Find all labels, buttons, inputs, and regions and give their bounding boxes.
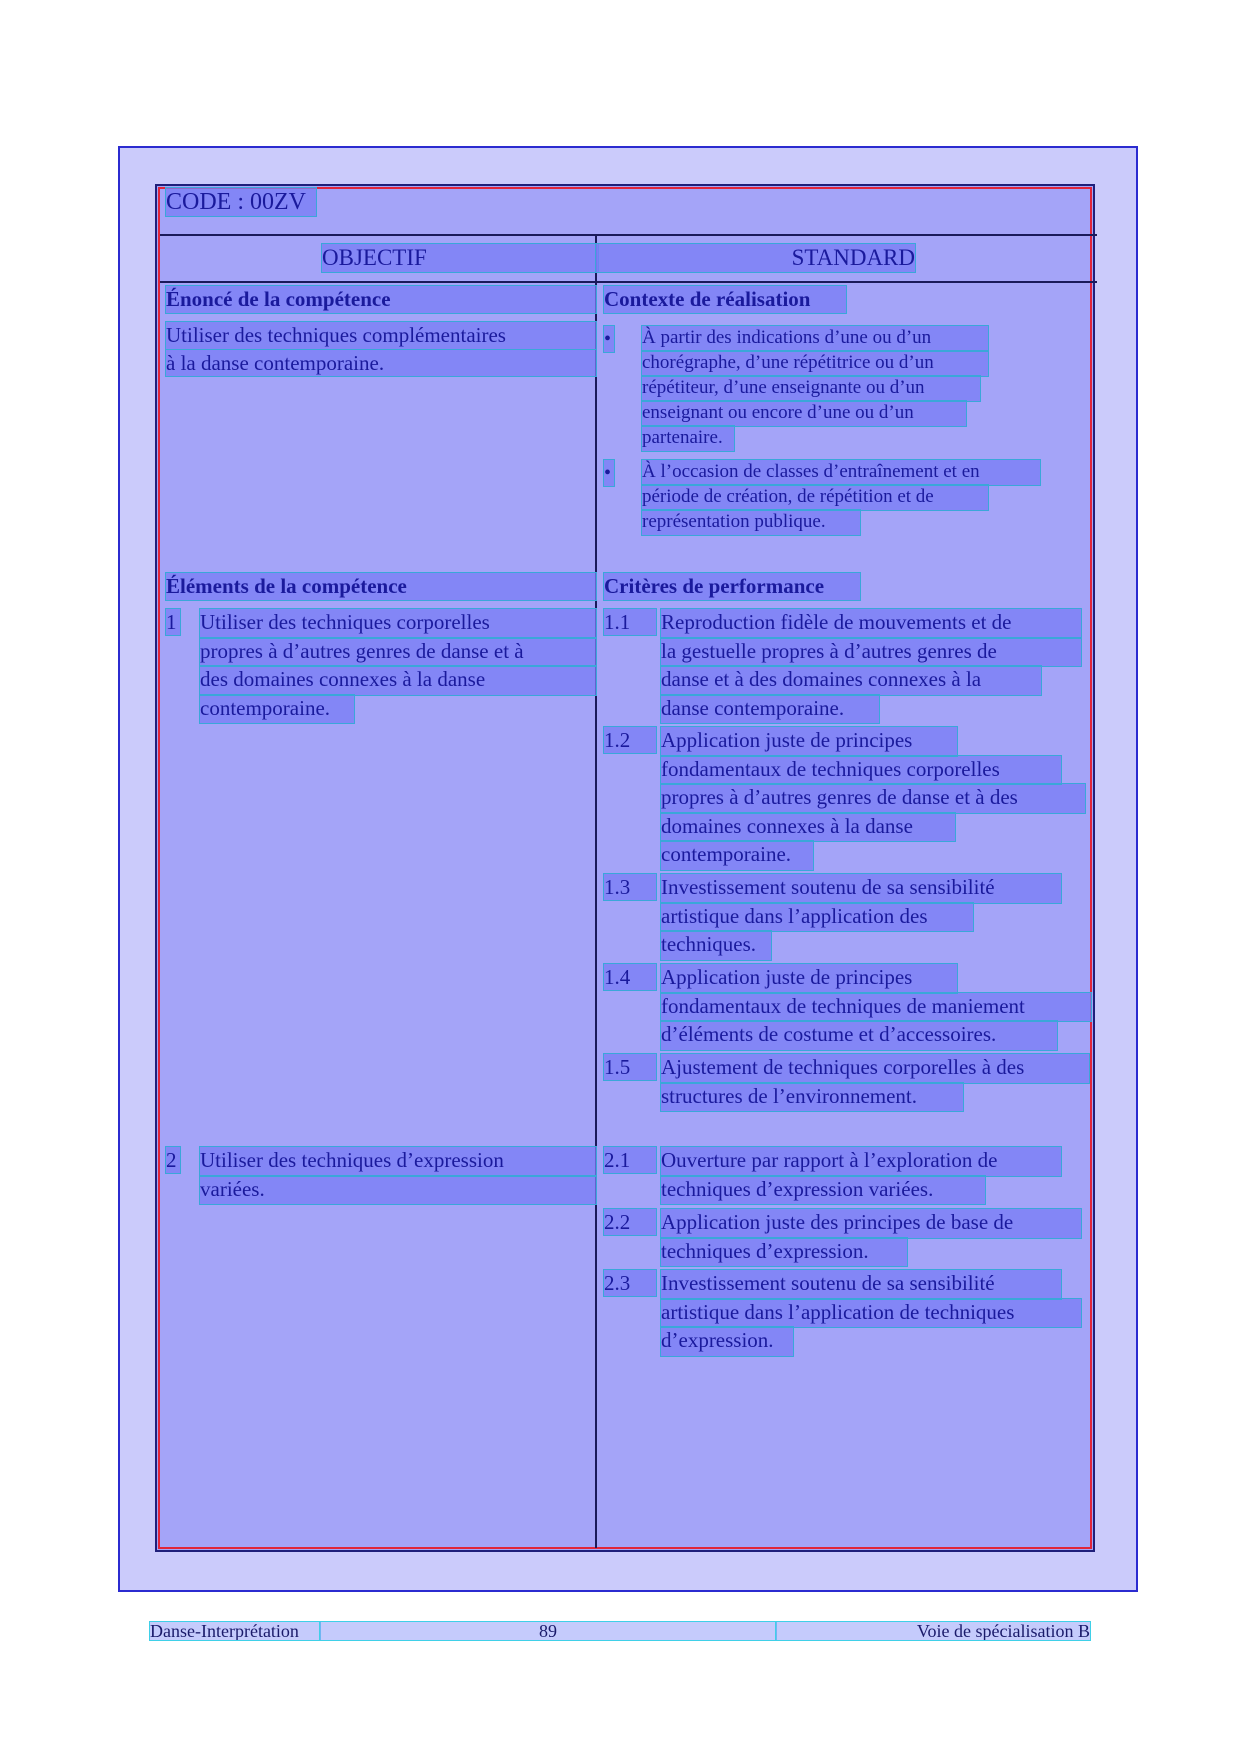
enonce-title: Énoncé de la compétence xyxy=(166,286,596,313)
header-standard: STANDARD xyxy=(596,244,915,272)
critere-line: Application juste des principes de base de xyxy=(661,1209,1081,1238)
contexte-line: chorégraphe, d’une répétitrice ou d’un xyxy=(642,351,988,376)
element-number: 1 xyxy=(166,609,180,635)
critere-number: 1.5 xyxy=(604,1054,656,1080)
critere-number: 1.1 xyxy=(604,609,656,635)
critere-line: fondamentaux de techniques de maniement xyxy=(661,993,1091,1022)
element-line: Utiliser des techniques corporelles xyxy=(200,609,596,638)
critere-line: d’éléments de costume et d’accessoires. xyxy=(661,1021,1057,1050)
critere-line: techniques d’expression variées. xyxy=(661,1176,985,1205)
critere-line: contemporaine. xyxy=(661,841,813,870)
bullet-icon: • xyxy=(604,326,614,352)
critere-item xyxy=(661,1270,1081,1356)
contexte-title: Contexte de réalisation xyxy=(604,286,846,313)
footer-page-number: 89 xyxy=(320,1622,776,1640)
enonce-text xyxy=(166,322,596,376)
code-label: CODE : 00ZV xyxy=(166,188,316,216)
critere-line: danse et à des domaines connexes à la xyxy=(661,666,1041,695)
contexte-line: représentation publique. xyxy=(642,510,860,535)
critere-line: Ouverture par rapport à l’exploration de xyxy=(661,1147,1061,1176)
contexte-line: À l’occasion de classes d’entraînement et en xyxy=(642,460,1040,485)
element-item xyxy=(200,1147,596,1204)
header-objectif: OBJECTIF xyxy=(322,244,598,272)
critere-line: fondamentaux de techniques corporelles xyxy=(661,756,1061,785)
contexte-bullet xyxy=(642,326,988,451)
critere-number: 1.3 xyxy=(604,874,656,900)
critere-line: techniques. xyxy=(661,931,771,960)
critere-line: la gestuelle propres à d’autres genres de xyxy=(661,638,1081,667)
critere-number: 2.2 xyxy=(604,1209,656,1235)
contexte-bullet xyxy=(642,460,1040,535)
element-line: variées. xyxy=(200,1176,596,1205)
footer-right: Voie de spécialisation B xyxy=(776,1622,1090,1640)
critere-number: 1.4 xyxy=(604,964,656,990)
critere-line: propres à d’autres genres de danse et à des xyxy=(661,784,1085,813)
table-column-divider xyxy=(595,236,597,1548)
contexte-line: À partir des indications d’une ou d’un xyxy=(642,326,988,351)
element-item xyxy=(200,609,596,723)
critere-item xyxy=(661,964,1091,1050)
critere-line: techniques d’expression. xyxy=(661,1238,907,1267)
critere-line: Reproduction fidèle de mouvements et de xyxy=(661,609,1081,638)
critere-line: Investissement soutenu de sa sensibilité xyxy=(661,1270,1061,1299)
element-number: 2 xyxy=(166,1147,180,1173)
critere-item xyxy=(661,874,1061,960)
critere-line: domaines connexes à la danse xyxy=(661,813,955,842)
critere-number: 2.1 xyxy=(604,1147,656,1173)
element-line: contemporaine. xyxy=(200,695,354,724)
critere-item xyxy=(661,1054,1089,1111)
criteres-title: Critères de performance xyxy=(604,573,860,600)
critere-item xyxy=(661,609,1081,723)
footer-left: Danse-Interprétation xyxy=(150,1622,320,1640)
table-divider-code xyxy=(160,234,1097,236)
contexte-line: période de création, de répétition et de xyxy=(642,485,988,510)
table-divider-header xyxy=(160,281,1097,283)
element-line: propres à d’autres genres de danse et à xyxy=(200,638,596,667)
critere-line: artistique dans l’application des xyxy=(661,903,973,932)
contexte-line: partenaire. xyxy=(642,426,734,451)
critere-line: Investissement soutenu de sa sensibilité xyxy=(661,874,1061,903)
critere-item xyxy=(661,1147,1061,1204)
critere-line: artistique dans l’application de techniques xyxy=(661,1299,1081,1328)
critere-line: Ajustement de techniques corporelles à des xyxy=(661,1054,1089,1083)
critere-line: danse contemporaine. xyxy=(661,695,879,724)
element-line: des domaines connexes à la danse xyxy=(200,666,596,695)
elements-title: Éléments de la compétence xyxy=(166,573,596,600)
enonce-line: Utiliser des techniques complémentaires xyxy=(166,322,596,349)
critere-line: d’expression. xyxy=(661,1327,793,1356)
critere-item xyxy=(661,1209,1081,1266)
critere-line: Application juste de principes xyxy=(661,727,957,756)
contexte-line: enseignant ou encore d’une ou d’un xyxy=(642,401,966,426)
critere-line: Application juste de principes xyxy=(661,964,957,993)
contexte-line: répétiteur, d’une enseignante ou d’un xyxy=(642,376,980,401)
enonce-line: à la danse contemporaine. xyxy=(166,350,596,377)
critere-item xyxy=(661,727,1085,870)
bullet-icon: • xyxy=(604,460,614,486)
critere-number: 2.3 xyxy=(604,1270,656,1296)
critere-line: structures de l’environnement. xyxy=(661,1083,963,1112)
critere-number: 1.2 xyxy=(604,727,656,753)
element-line: Utiliser des techniques d’expression xyxy=(200,1147,596,1176)
